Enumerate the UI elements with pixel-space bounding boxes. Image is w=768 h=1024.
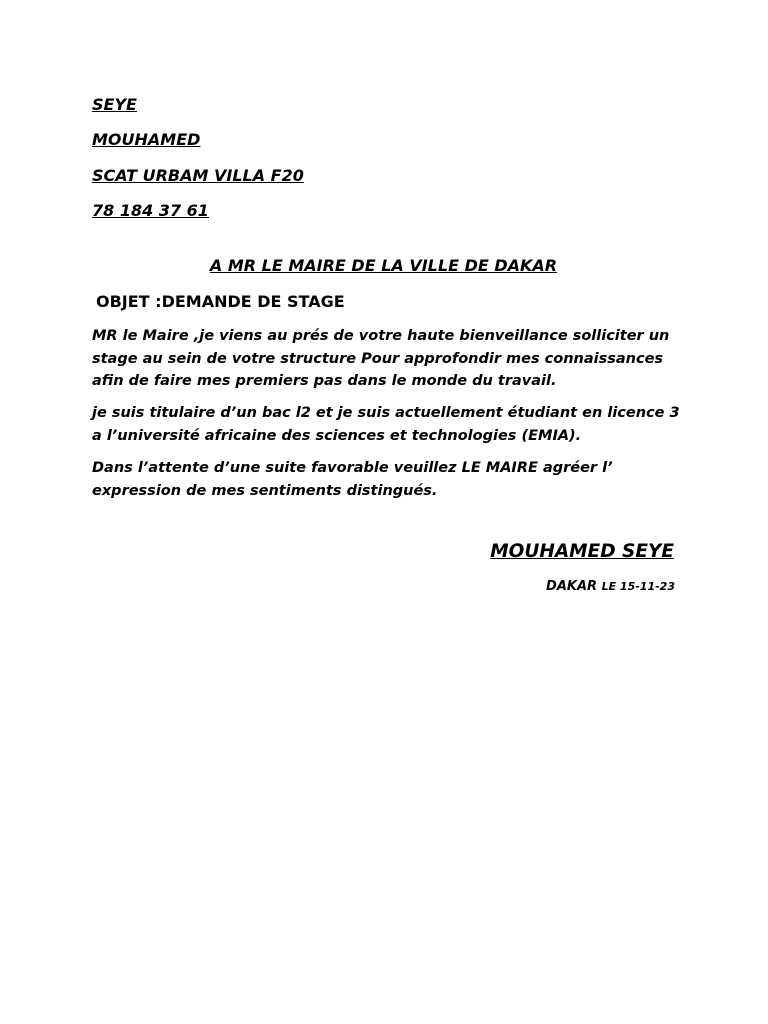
sender-phone: 78 184 37 61 <box>92 200 209 220</box>
body-paragraph-credentials: je suis titulaire d’un bac l2 et je suis actuellement étudiant en licence 3 a l’université africaine des sciences et technologies (EMIA). <box>92 405 680 444</box>
body-paragraph-closing: Dans l’attente d’une suite favorable veuillez LE MAIRE agréer l’ expression de mes sentiments distingués. <box>92 460 613 499</box>
sender-address: SCAT URBAM VILLA F20 <box>92 165 304 185</box>
date-value: LE 15-11-23 <box>601 580 675 593</box>
sender-surname: SEYE <box>92 95 137 114</box>
sender-block <box>92 87 304 228</box>
date-line <box>546 579 675 594</box>
sender-first-name: MOUHAMED <box>92 130 201 150</box>
body-paragraph-request: MR le Maire ,je viens au prés de votre haute bienveillance solliciter un stage au sein de votre structure Pour approfondir mes connaissances afin de faire mes premiers pas dans le monde du travail. <box>92 328 670 389</box>
recipient-line: A MR LE MAIRE DE LA VILLE DE DAKAR <box>209 256 558 275</box>
signature-name: MOUHAMED SEYE <box>490 541 674 562</box>
date-city: DAKAR <box>546 579 598 594</box>
subject-line: OBJET :DEMANDE DE STAGE <box>96 292 345 311</box>
